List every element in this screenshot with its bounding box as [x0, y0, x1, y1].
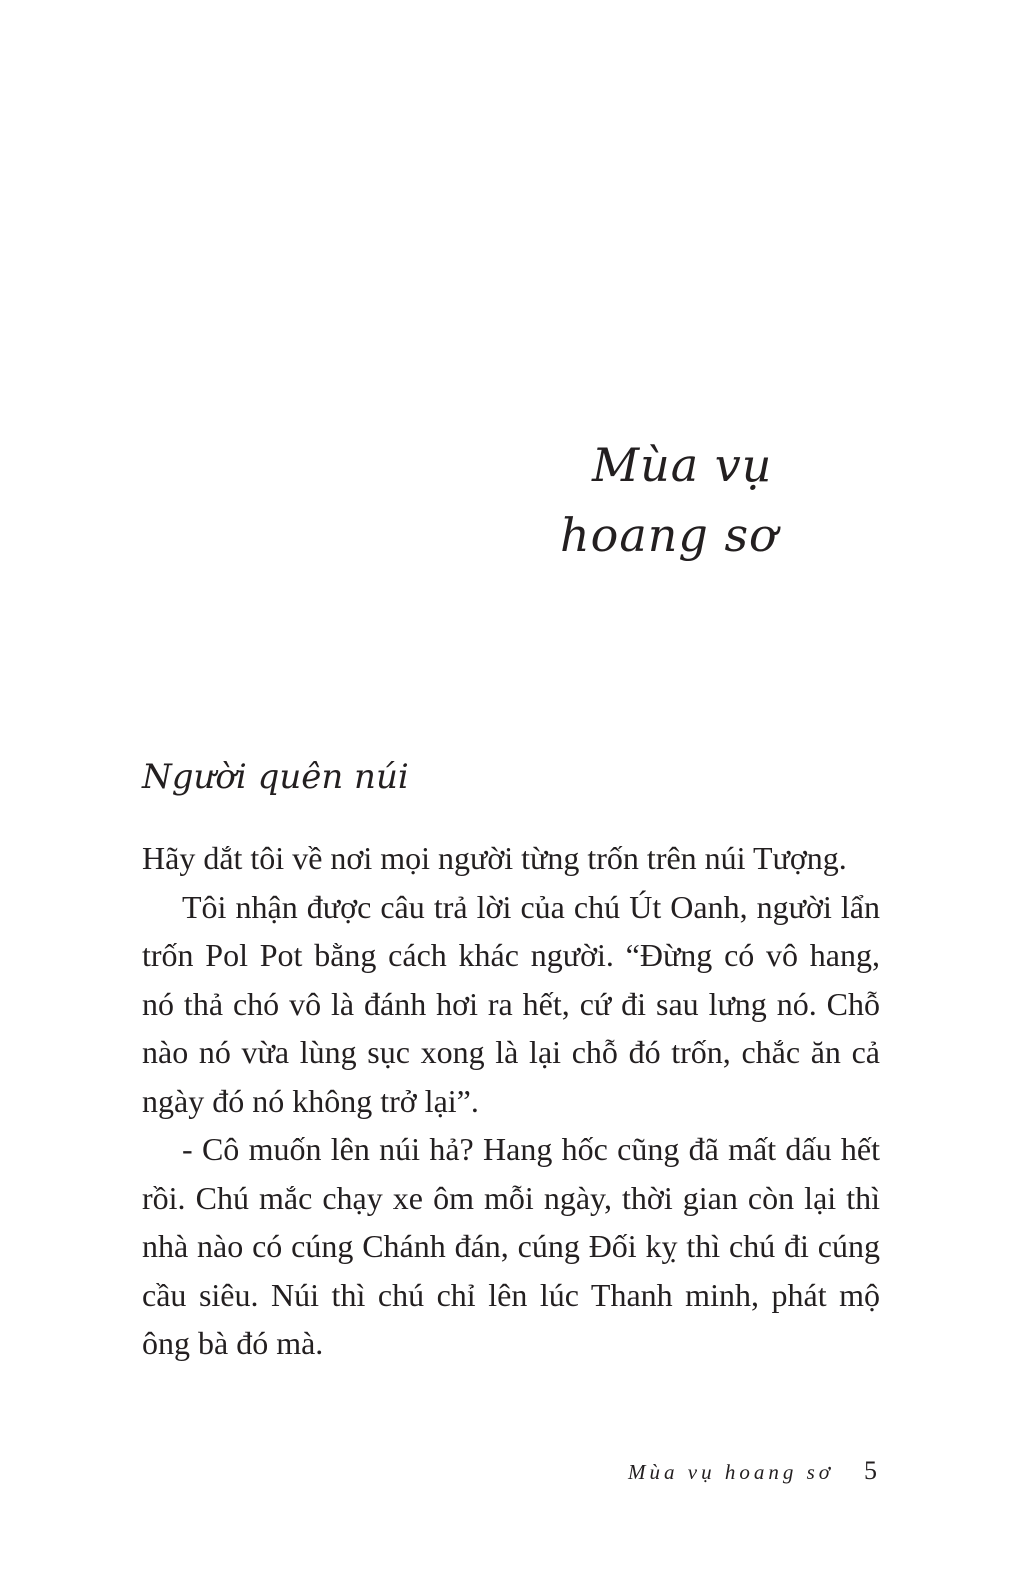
body-text [142, 834, 880, 1368]
running-title: Mùa vụ hoang sơ [628, 1460, 834, 1484]
page-number: 5 [864, 1456, 877, 1485]
part-title [560, 430, 860, 570]
running-footer [628, 1456, 877, 1486]
paragraph-3: - Cô muốn lên núi hả? Hang hốc cũng đã mất dấu hết rồi. Chú mắc chạy xe ôm mỗi ngày, thời gian còn lại thì nhà nào có cúng Chánh đán, cúng Đối kỵ thì chú đi cúng cầu siêu. Núi thì chú chỉ lên lúc Thanh minh, phát mộ ông bà đó mà. [142, 1131, 880, 1361]
paragraph-1: Hãy dắt tôi về nơi mọi người từng trốn trên núi Tượng. [142, 840, 847, 876]
part-title-line-2: hoang sơ [560, 508, 778, 562]
chapter-title: Người quên núi [142, 757, 409, 797]
paragraph-2: Tôi nhận được câu trả lời của chú Út Oanh, người lẩn trốn Pol Pot bằng cách khác người. “Đừng có vô hang, nó thả chó vô là đánh hơi ra hết, cứ đi sau lưng nó. Chỗ nào nó vừa lùng sục xong là lại chỗ đó trốn, chắc ăn cả ngày đó nó không trở lại”. [142, 888, 880, 1119]
part-title-line-1: Mùa vụ [592, 438, 773, 492]
